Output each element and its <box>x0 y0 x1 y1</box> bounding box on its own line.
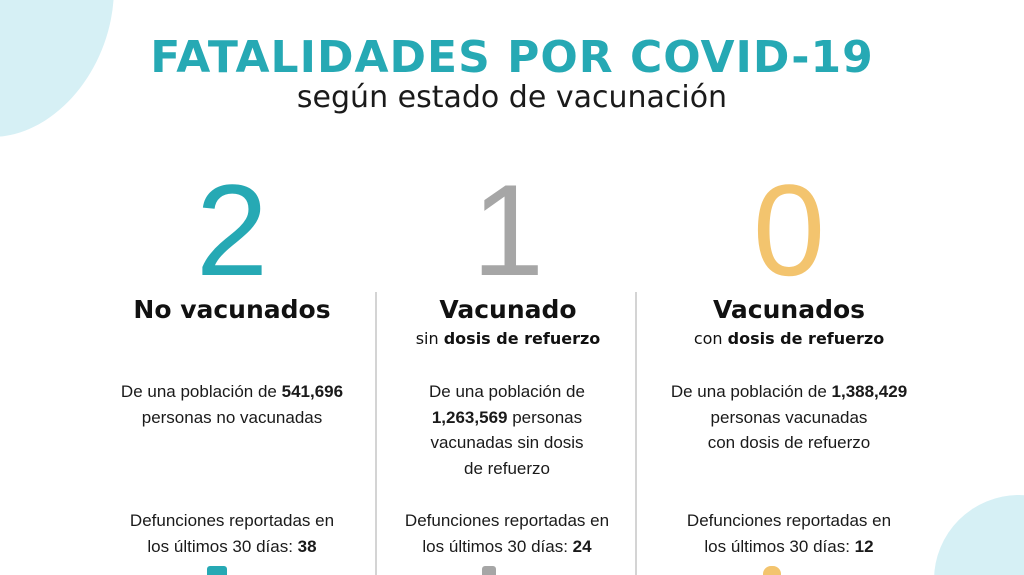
deaths-reported-unvaccinated: Defunciones reportadas en los últimos 30 días: 38 <box>129 511 335 556</box>
deaths-count-vaccinated-no-booster: 1 <box>471 157 545 303</box>
population-vaccinated-booster: De una población de 1,388,429 personas vacunadas con dosis de refuerzo <box>670 382 908 452</box>
cutoff-mark-teal <box>207 566 227 575</box>
subheading-vaccinated-no-booster: sin dosis de refuerzo <box>415 329 601 348</box>
deaths-reported-vaccinated-booster: Defunciones reportadas en los últimos 30 días: 12 <box>686 511 892 556</box>
column-divider <box>375 292 377 575</box>
deaths-count-unvaccinated: 2 <box>195 157 269 303</box>
column-unvaccinated <box>102 157 362 328</box>
heading-vaccinated-no-booster: Vacunado <box>439 295 577 324</box>
heading-unvaccinated: No vacunados <box>133 295 331 324</box>
column-vaccinated-booster <box>658 157 920 350</box>
heading-vaccinated-booster: Vacunados <box>712 295 866 324</box>
population-unvaccinated: De una población de 541,696 personas no vacunadas <box>120 382 344 427</box>
cutoff-mark-gray <box>482 566 496 575</box>
subheading-vaccinated-booster: con dosis de refuerzo <box>693 329 885 348</box>
background-shape-bottom-right <box>934 495 1024 575</box>
cutoff-mark-gold <box>763 566 781 575</box>
column-vaccinated-no-booster <box>378 157 638 350</box>
deaths-reported-vaccinated-no-booster: Defunciones reportadas en los últimos 30 días: 24 <box>404 511 610 556</box>
population-vaccinated-no-booster: De una población de 1,263,569 personas vacunadas sin dosis de refuerzo <box>429 382 585 478</box>
page-title: FATALIDADES POR COVID-19 <box>150 32 874 83</box>
page-subtitle: según estado de vacunación <box>296 80 728 115</box>
deaths-count-vaccinated-booster: 0 <box>752 157 826 303</box>
